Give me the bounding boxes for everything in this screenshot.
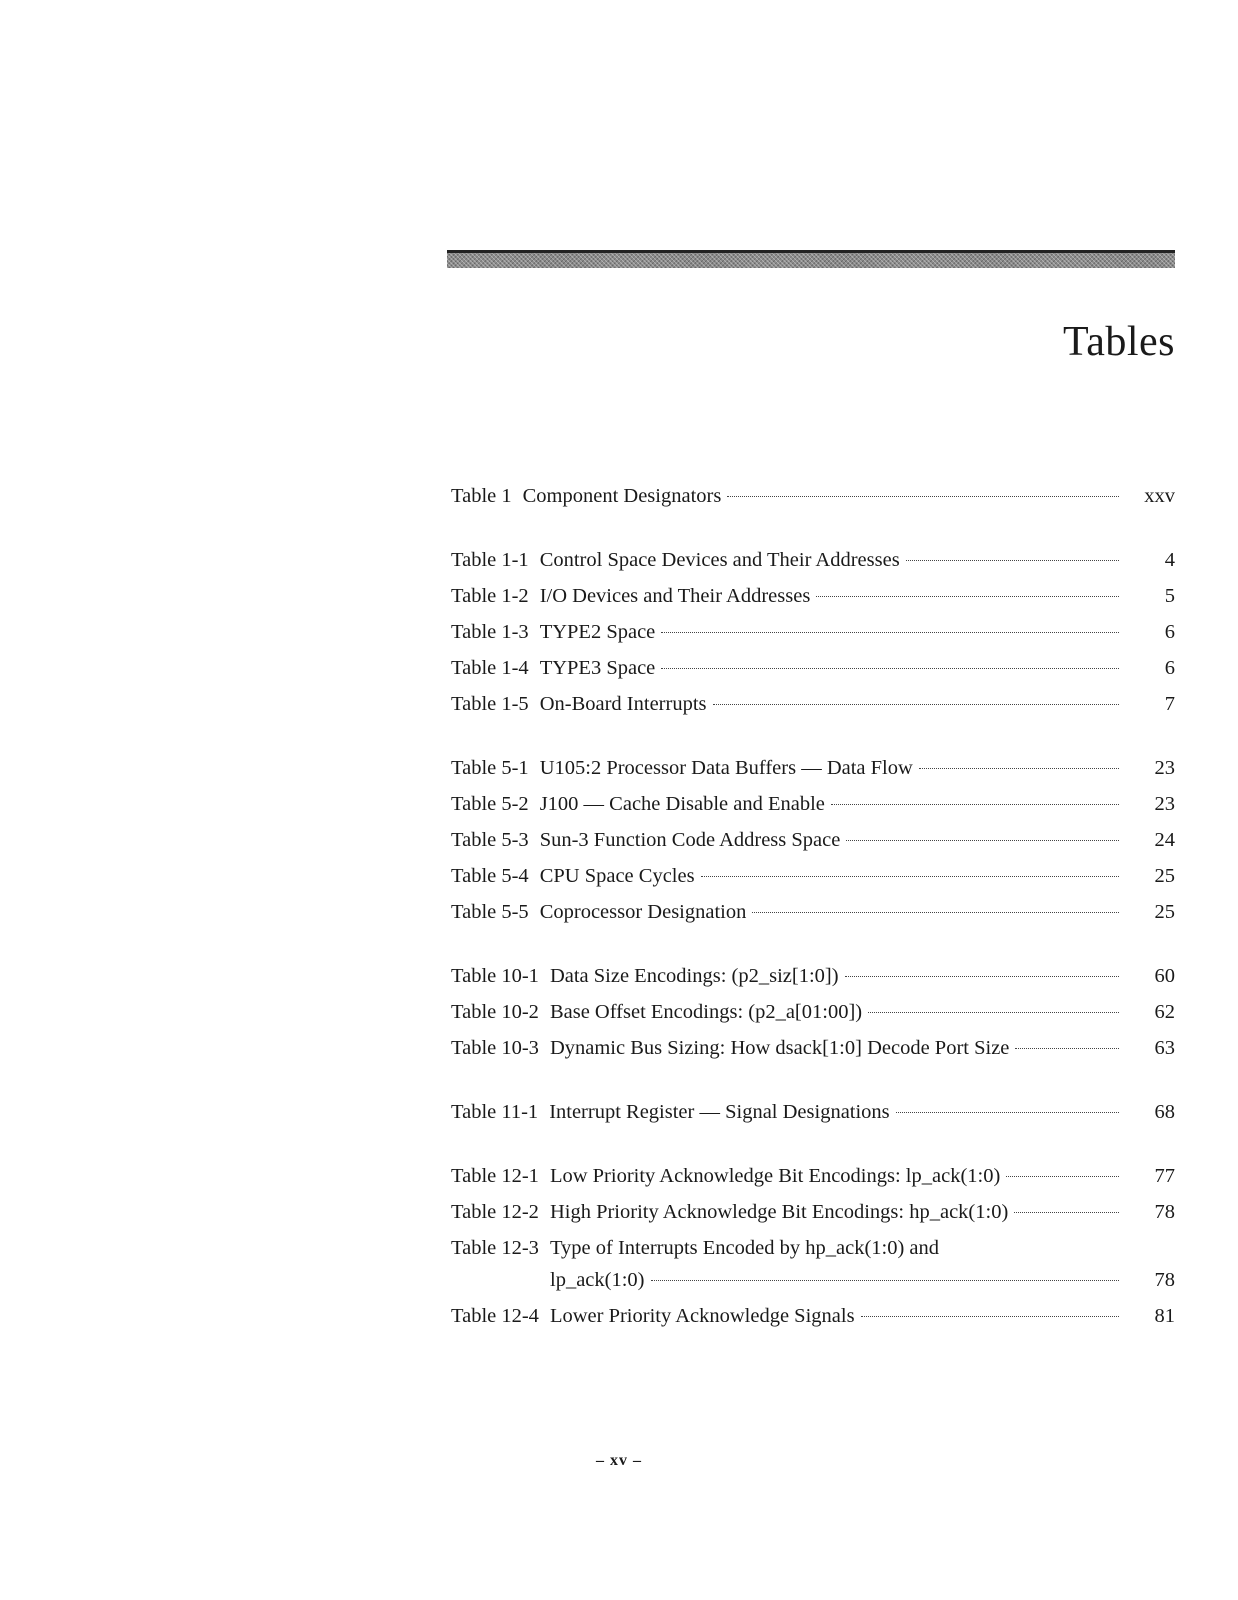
table-title: Component Designators [522, 485, 722, 507]
toc-group [451, 1158, 1175, 1334]
page-ref: 77 [1154, 1165, 1175, 1187]
table-number: Table 10-3 [451, 1037, 539, 1059]
dot-leader [816, 596, 1119, 597]
table-title: Type of Interrupts Encoded by hp_ack(1:0) and [549, 1237, 940, 1259]
dot-leader [919, 768, 1119, 769]
toc-entry[interactable] [451, 1194, 1175, 1230]
table-number: Table 11-1 [451, 1101, 539, 1123]
page-ref: 7 [1164, 693, 1175, 715]
toc-entry[interactable] [451, 1158, 1175, 1194]
toc-entry[interactable] [451, 650, 1175, 686]
page-ref: 78 [1154, 1269, 1175, 1291]
toc-entry[interactable] [451, 478, 1175, 514]
table-title: Data Size Encodings: (p2_siz[1:0]) [549, 965, 839, 987]
toc-entry[interactable] [451, 750, 1175, 786]
toc-entry[interactable] [451, 994, 1175, 1030]
toc-entry[interactable] [451, 1230, 1175, 1298]
table-number: Table 5-5 [451, 901, 529, 923]
dot-leader [661, 668, 1119, 669]
table-title: Sun-3 Function Code Address Space [539, 829, 841, 851]
page-ref: 4 [1164, 549, 1175, 571]
dot-leader [701, 876, 1119, 877]
dot-leader [868, 1012, 1119, 1013]
table-title: I/O Devices and Their Addresses [539, 585, 811, 607]
page-number-footer: – xv – [596, 1452, 642, 1469]
table-number: Table 1-5 [451, 693, 529, 715]
toc-group [451, 750, 1175, 930]
dot-leader [896, 1112, 1119, 1113]
page-ref: 63 [1154, 1037, 1175, 1059]
table-number: Table 10-1 [451, 965, 539, 987]
table-title: Interrupt Register — Signal Designations [549, 1101, 890, 1123]
toc-entry[interactable] [451, 858, 1175, 894]
table-title: On-Board Interrupts [539, 693, 707, 715]
table-title: TYPE2 Space [539, 621, 656, 643]
toc-entry[interactable] [451, 1298, 1175, 1334]
table-number: Table 12-3 [451, 1237, 539, 1259]
table-title-continued: lp_ack(1:0) [550, 1269, 645, 1291]
table-title: TYPE3 Space [539, 657, 656, 679]
header-rule [447, 250, 1175, 268]
table-title: CPU Space Cycles [539, 865, 695, 887]
toc-group [451, 542, 1175, 722]
dot-leader [906, 560, 1119, 561]
table-number: Table 5-1 [451, 757, 529, 779]
table-number: Table 5-2 [451, 793, 529, 815]
table-title: Low Priority Acknowledge Bit Encodings: lp_ack(1:0) [549, 1165, 1001, 1187]
table-title: Coprocessor Designation [539, 901, 747, 923]
table-number: Table 12-2 [451, 1201, 539, 1223]
toc-entry[interactable] [451, 686, 1175, 722]
dot-leader [752, 912, 1119, 913]
toc-group [451, 1094, 1175, 1130]
table-of-tables [451, 478, 1175, 1362]
page-ref: 25 [1154, 865, 1175, 887]
page-ref: 25 [1154, 901, 1175, 923]
table-number: Table 12-1 [451, 1165, 539, 1187]
page-ref: 62 [1154, 1001, 1175, 1023]
dot-leader [1015, 1048, 1119, 1049]
page-ref: 5 [1164, 585, 1175, 607]
table-title: Control Space Devices and Their Addresses [539, 549, 900, 571]
toc-entry[interactable] [451, 786, 1175, 822]
toc-entry[interactable] [451, 614, 1175, 650]
toc-entry[interactable] [451, 894, 1175, 930]
table-title: Dynamic Bus Sizing: How dsack[1:0] Decode Port Size [549, 1037, 1010, 1059]
dot-leader [661, 632, 1119, 633]
dot-leader [1014, 1212, 1119, 1213]
dot-leader [831, 804, 1119, 805]
dot-leader [846, 840, 1119, 841]
table-number: Table 1-2 [451, 585, 529, 607]
dot-leader [727, 496, 1119, 497]
dot-leader [713, 704, 1120, 705]
page-ref: 78 [1154, 1201, 1175, 1223]
page-ref: 6 [1164, 621, 1175, 643]
toc-entry[interactable] [451, 542, 1175, 578]
page-ref: 24 [1154, 829, 1175, 851]
page-ref: 6 [1164, 657, 1175, 679]
page-ref: 23 [1154, 793, 1175, 815]
toc-entry[interactable] [451, 1030, 1175, 1066]
table-title: J100 — Cache Disable and Enable [539, 793, 825, 815]
dot-leader [651, 1280, 1120, 1281]
table-number: Table 5-3 [451, 829, 529, 851]
table-title: Base Offset Encodings: (p2_a[01:00]) [549, 1001, 863, 1023]
toc-entry[interactable] [451, 1094, 1175, 1130]
table-number: Table 1-4 [451, 657, 529, 679]
table-title: High Priority Acknowledge Bit Encodings: hp_ack(1:0) [549, 1201, 1009, 1223]
table-number: Table 5-4 [451, 865, 529, 887]
page-ref: 23 [1154, 757, 1175, 779]
toc-entry[interactable] [451, 822, 1175, 858]
table-number: Table 12-4 [451, 1305, 539, 1327]
page-ref: xxv [1144, 485, 1175, 507]
toc-entry[interactable] [451, 578, 1175, 614]
page-ref: 81 [1154, 1305, 1175, 1327]
table-number: Table 1-3 [451, 621, 529, 643]
table-title: Lower Priority Acknowledge Signals [549, 1305, 855, 1327]
table-number: Table 10-2 [451, 1001, 539, 1023]
toc-group [451, 958, 1175, 1066]
page-ref: 60 [1154, 965, 1175, 987]
table-number: Table 1 [451, 485, 512, 507]
table-number: Table 1-1 [451, 549, 529, 571]
toc-group [451, 478, 1175, 514]
dot-leader [1006, 1176, 1119, 1177]
dot-leader [845, 976, 1119, 977]
page-ref: 68 [1154, 1101, 1175, 1123]
table-title: U105:2 Processor Data Buffers — Data Flow [539, 757, 913, 779]
toc-entry[interactable] [451, 958, 1175, 994]
dot-leader [861, 1316, 1119, 1317]
page-title: Tables [1062, 319, 1175, 365]
